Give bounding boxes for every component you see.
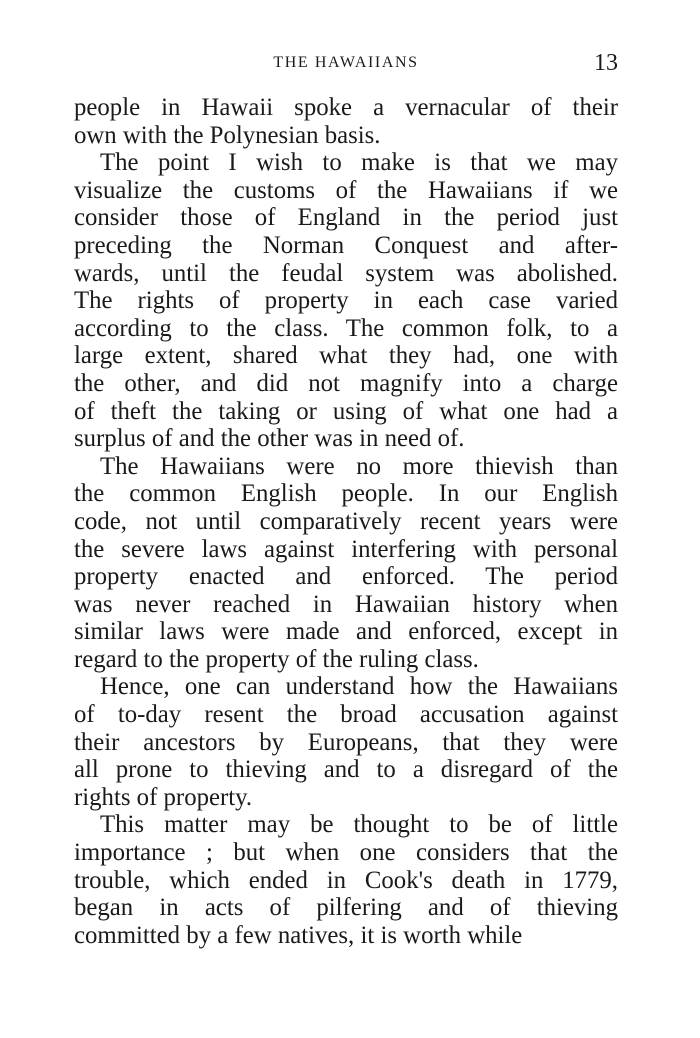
text-line: began in acts of pilfering and of thieving xyxy=(74,894,618,922)
text-line: the severe laws against interfering with personal xyxy=(74,535,618,563)
text-line: committed by a few natives, it is worth while xyxy=(74,921,523,949)
text-line: Hence, one can understand how the Hawaiians xyxy=(100,673,618,701)
text-line: code, not until comparatively recent years were xyxy=(74,507,618,535)
text-line: their ancestors by Europeans, that they were xyxy=(74,728,618,756)
page-number: 13 xyxy=(594,50,618,76)
text-line: the other, and did not magnify into a charge xyxy=(74,369,618,397)
body-text xyxy=(74,94,618,949)
paragraph xyxy=(74,673,618,811)
text-line: surplus of and the other was in need of. xyxy=(74,425,465,453)
text-line: according to the class. The common folk, to a xyxy=(74,314,618,342)
paragraph xyxy=(74,453,618,674)
text-line: of theft the taking or using of what one had a xyxy=(74,397,618,425)
text-line: the common English people. In our English xyxy=(74,480,618,508)
text-line: property enacted and enforced. The period xyxy=(74,563,618,591)
running-head xyxy=(74,50,618,82)
text-line: similar laws were made and enforced, except in xyxy=(74,618,618,646)
text-line: preceding the Norman Conquest and after- xyxy=(74,231,618,259)
text-line: of to-day resent the broad accusation against xyxy=(74,701,618,729)
text-line: visualize the customs of the Hawaiians if we xyxy=(74,176,618,204)
text-line: trouble, which ended in Cook's death in 1779, xyxy=(74,866,618,894)
text-line: own with the Polynesian basis. xyxy=(74,121,381,149)
text-line: large extent, shared what they had, one with xyxy=(74,342,618,370)
text-line: regard to the property of the ruling class. xyxy=(74,645,479,673)
running-title: THE HAWAIIANS xyxy=(273,54,419,71)
paragraph xyxy=(74,811,618,949)
text-line: importance ; but when one considers that the xyxy=(74,839,618,867)
text-line: This matter may be thought to be of little xyxy=(100,811,618,839)
text-line: The point I wish to make is that we may xyxy=(100,149,618,177)
paragraph xyxy=(74,94,618,149)
text-line: people in Hawaii spoke a vernacular of their xyxy=(74,94,618,121)
text-line: all prone to thieving and to a disregard of the xyxy=(74,756,618,784)
text-line: consider those of England in the period just xyxy=(74,204,618,232)
text-line: The Hawaiians were no more thievish than xyxy=(100,452,618,480)
text-line: wards, until the feudal system was abolished. xyxy=(74,259,618,287)
text-line: The rights of property in each case varied xyxy=(74,287,618,315)
text-line: was never reached in Hawaiian history when xyxy=(74,590,618,618)
paragraph xyxy=(74,149,618,453)
text-line: rights of property. xyxy=(74,783,253,811)
